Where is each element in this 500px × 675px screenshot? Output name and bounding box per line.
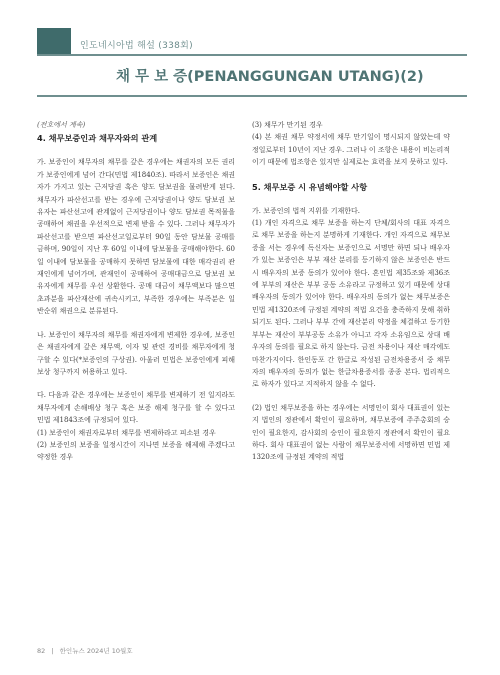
section-heading-5: 5. 채무보증 시 유념해야할 사항: [252, 181, 368, 192]
list-item-1: (1) 보증인이 채권자로부터 채무를 변제하라고 피소된 경우: [37, 428, 216, 437]
series-title: 인도네시아법 해설 (338회): [80, 41, 193, 51]
paragraph-ga-5: 가. 보증인의 법적 지위를 기재한다.: [252, 206, 361, 215]
footer-divider: |: [51, 647, 54, 655]
publication-name: 한인뉴스 2024년 10월호: [59, 647, 133, 655]
paragraph-na: 나. 보증인이 채무자의 채무를 채권자에게 변제한 경우에, 보증인은 채권자에게 갚은 채무액, 이자 및 관련 경비를 채무자에게 청구할 수 있다(*보증인의 구상권). 아울러 민법은 보증인에게 피해보상 청구까지 허용하고 있다.: [37, 330, 235, 376]
page-footer: [37, 646, 137, 655]
paragraph-5-1: (1) 개인 자격으로 채무 보증을 하는지 단체/회사의 대표 자격으로 채무 보증을 하는지 분명하게 기재한다. 개인 자격으로 채무보증을 서는 경우에 독신자는 보증인으로 서명만 하면 되나 배우자가 있는 보증인은 부부 재산 분리를 등기하지 않은 보증인은 반드시 배우자의 보증 동의가 있어야 한다. 혼인법 제35조와 제36조에 부부의 재산은 부부 공동 소유라고 규정하고 있기 때문에 상대 배우자의 동의가 있어야 한다. 배우자의 동의가 없는 채무보증은 민법 제1320조에 규정된 계약의 적법 요건을 충족하지 못해 취하되기도 된다. 그러나 부부 간에 재산분리 약정을 체결하고 등기한 부부는 재산이 부부공동 소유가 아니고 각자 소유임으로 상대 배우자의 동의를 필요로 하지 않는다. 금전 차용이나 재산 매각에도 마찬가지이다. 한인동포 간 한글로 작성된 금전차용증서 중 채무자의 배우자의 동의가 없는 한글차용증서를 종종 본다. 법리적으로 하자가 있다고 지적하지 않을 수 없다.: [252, 219, 450, 389]
continuation-note: (전호에서 계속): [37, 121, 86, 129]
section-heading-4: 4. 채무보증인과 채무자와의 관계: [37, 133, 158, 144]
page-number: 82: [37, 647, 46, 655]
paragraph-da: 다. 다음과 같은 경우에는 보증인이 채무를 변제하기 전 일지라도 채무자에게 손해배상 청구 혹은 보증 해제 청구를 할 수 있다고 민법 제1843조에 규정되어 있다.: [37, 391, 235, 425]
paragraph-ga: 가. 보증인이 채무자의 채무를 갚은 경우에는 채권자의 모든 권리가 보증인에게 넘어 간다(민법 제1840조). 따라서 보증인은 채권자가 가지고 있는 근저당권 혹은 양도 담보권을 물려받게 된다. 채무자가 파산선고를 받는 경우에 근저당권이나 양도 담보권 보유자는 파산선고에 관계없이 근저당권이나 양도 담보권 목적물을 공매하여 채권을 우선적으로 변제 받을 수 있다. 그러나 채무자가 파산선고를 받으면 파산선고일로부터 90일 동안 담보물 공매를 금하며, 90일이 지난 후 60일 이내에 담보물을 공매해야한다. 60일 이내에 담보물을 공매하지 못하면 담보물에 대한 매각권리 관재인에게 넘어가며, 관재인이 공매하여 공매대금으로 담보권 보유자에게 채무를 우선 상환한다. 공매 대금이 채무액보다 많으면 초과분을 파산재산에 귀속시키고, 부족한 경우에는 부족분은 일반순위 채권으로 분류된다.: [37, 158, 235, 316]
right-column: [252, 119, 450, 464]
list-item-3: (3) 채무가 만기된 경우: [252, 121, 323, 129]
page-title: 채 무 보 증(PENANGGUNGAN UTANG)(2): [116, 69, 424, 85]
paragraph-5-2: (2) 법인 채무보증을 하는 경우에는 서명인이 회사 대표권이 있는지 법인의 정관에서 확인이 필요하며, 채무보증에 주주총회의 승인이 필요한지, 감사회의 승인이 필요한지 정관에서 확인이 필요하다. 회사 대표권이 없는 사람이 채무보증서에 서명하면 민법 제1320조에 규정된 계약의 적법: [252, 403, 450, 462]
list-item-2: (2) 보증인의 보증을 일정시간이 지나면 보증을 해제해 주겠다고 약정한 경우: [37, 440, 235, 462]
list-item-4: (4) 본 채권 채무 약정서에 채무 만기일이 명시되지 않았는데 약정일로부터 10년이 지난 경우. 그러나 이 조항은 내용이 비논리적이기 때문에 법조항은 있지만 실제로는 효력을 보지 못하고 있다.: [252, 133, 450, 167]
left-column: [37, 119, 235, 464]
